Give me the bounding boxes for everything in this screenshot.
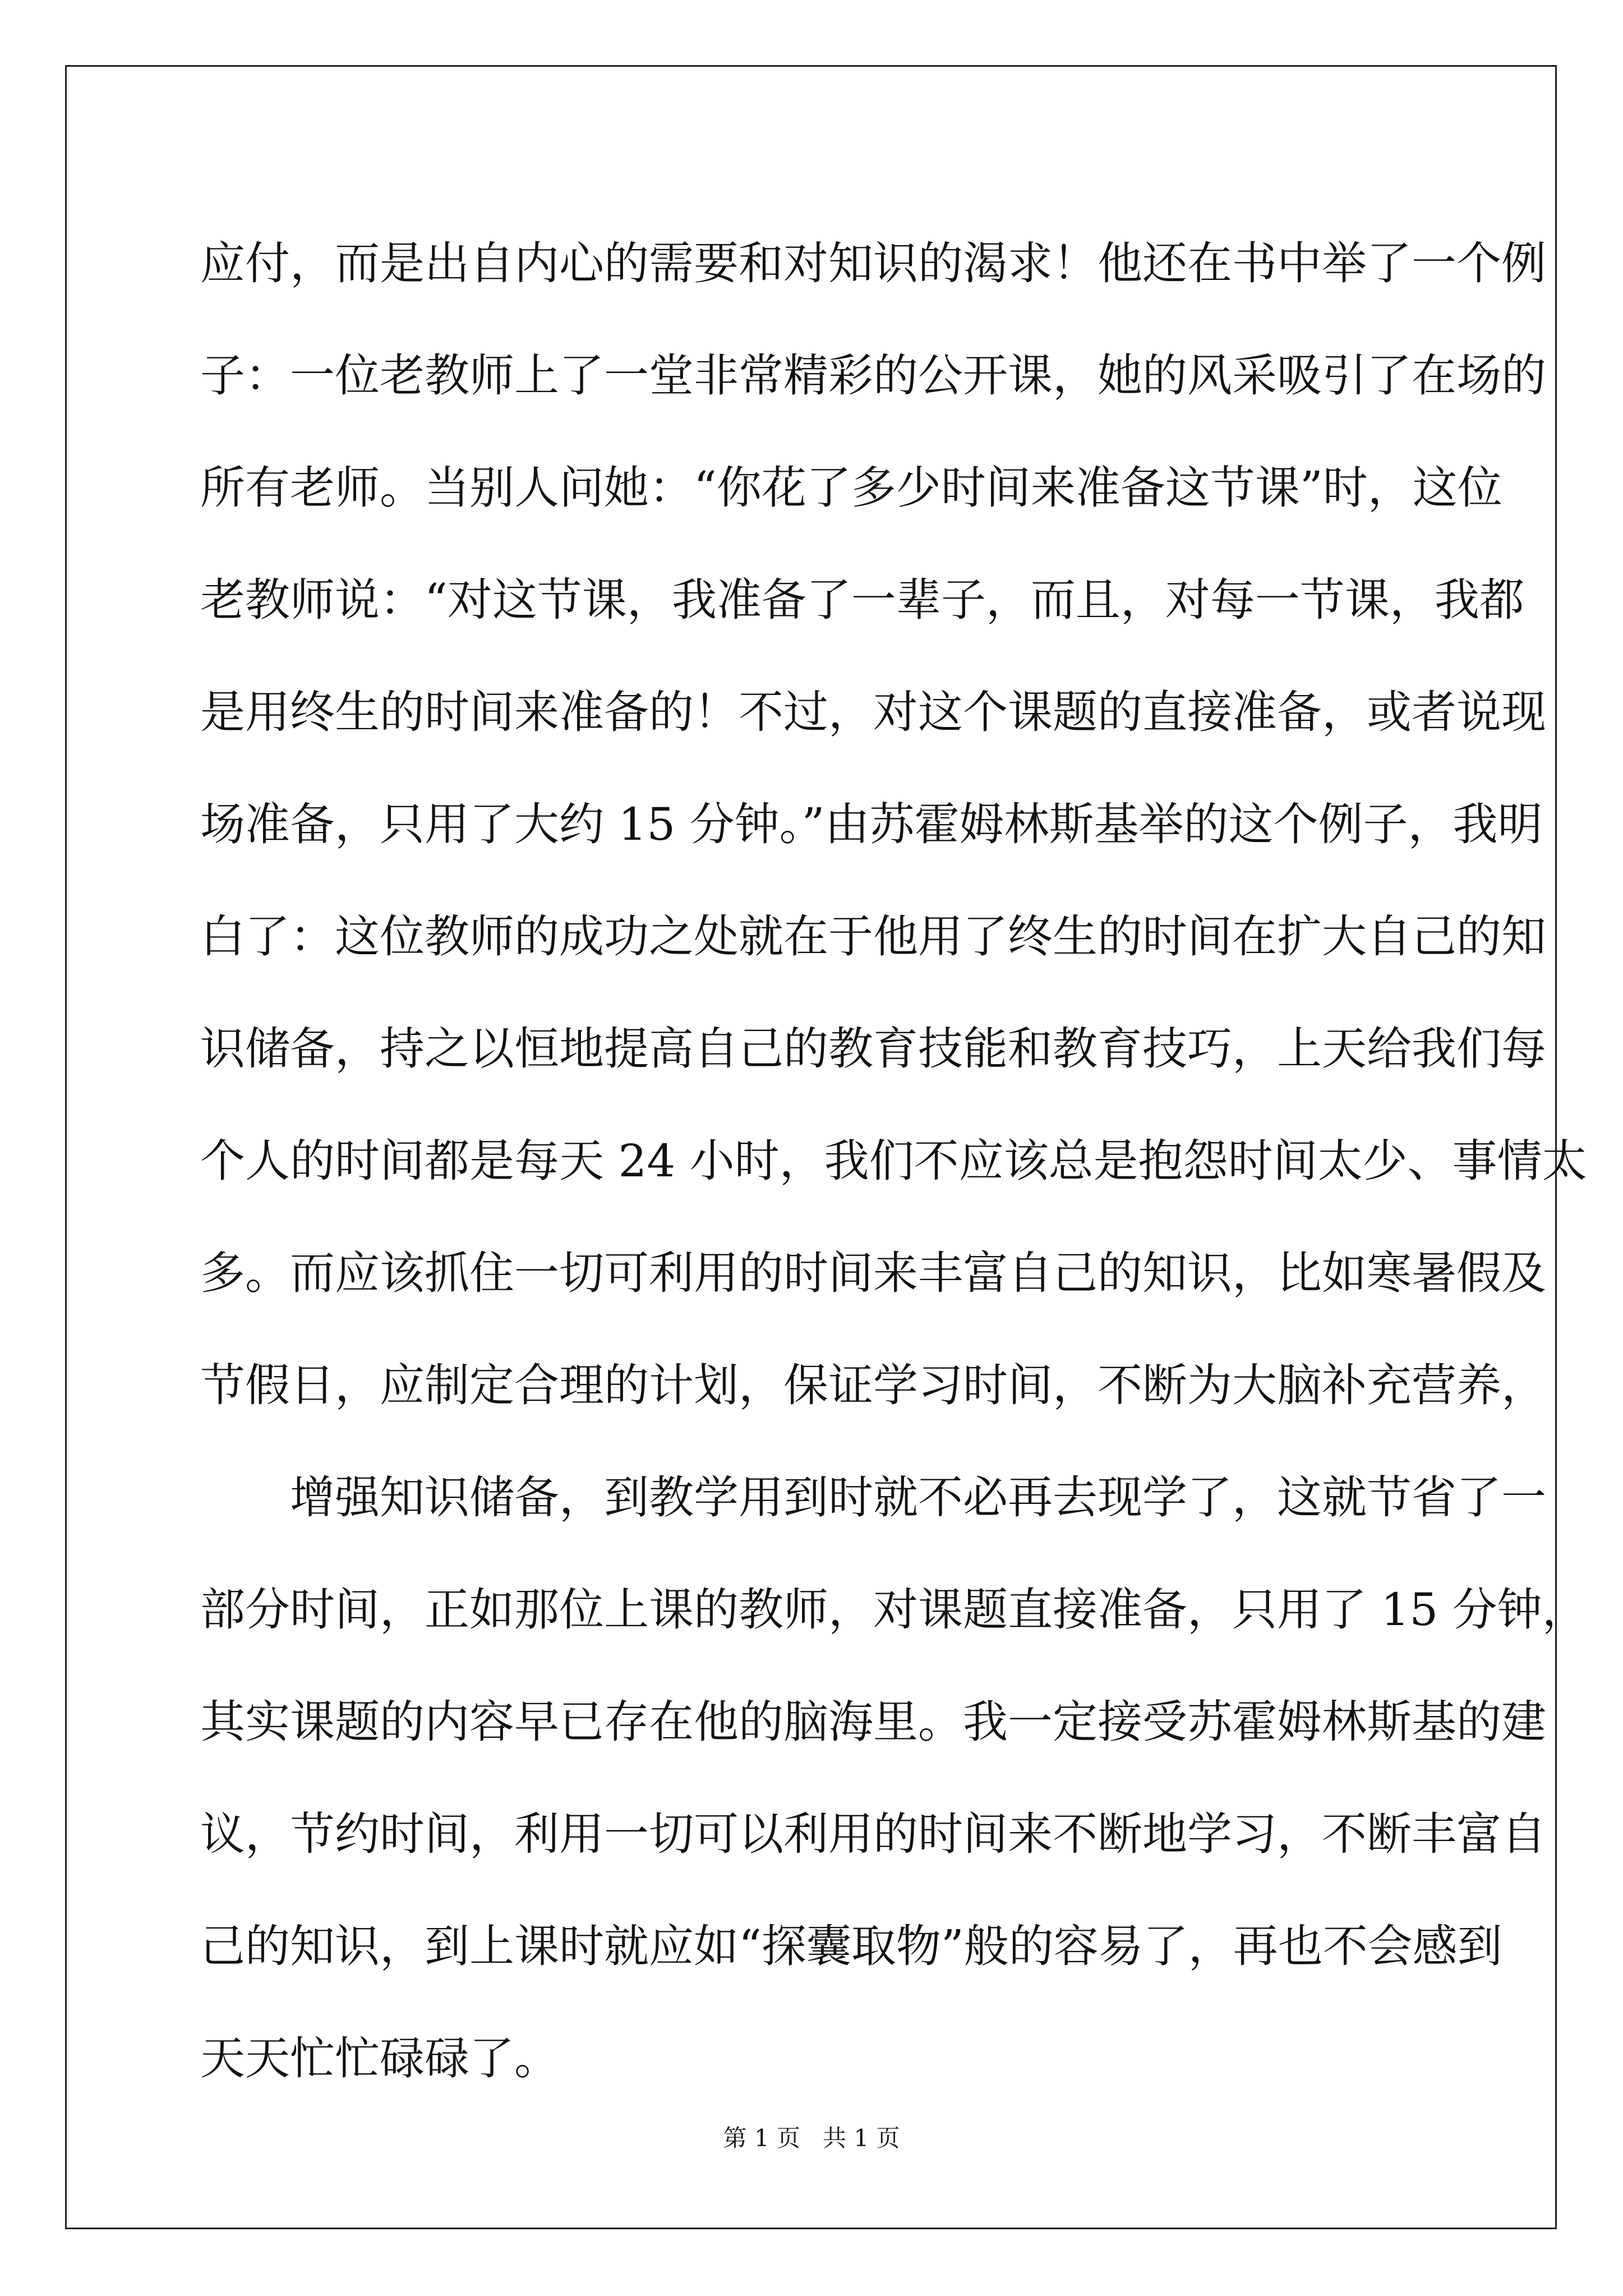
text-line: 己的知识，到上课时就应如“探囊取物”般的容易了，再也不会感到 bbox=[200, 1920, 1502, 1972]
text-line: 其实课题的内容早已存在他的脑海里。我一定接受苏霍姆林斯基的建 bbox=[200, 1696, 1546, 1748]
text-line: 天天忙忙碌碌了。 bbox=[200, 2032, 559, 2085]
text-line: 部分时间，正如那位上课的教师，对课题直接准备，只用了 15 分钟， bbox=[200, 1584, 1587, 1636]
text-line: 老教师说：“对这节课，我准备了一辈子，而且，对每一节课，我都 bbox=[200, 574, 1524, 626]
text-line: 个人的时间都是每天 24 小时，我们不应该总是抱怨时间太少、事情太 bbox=[200, 1135, 1587, 1187]
paragraph-first-line: 增强知识储备，到教学用到时就不必再去现学了，这就节省了一 bbox=[290, 1471, 1546, 1524]
text-line: 应付，而是出自内心的需要和对知识的渴求！他还在书中举了一个例 bbox=[200, 237, 1546, 289]
text-line: 是用终生的时间来准备的！不过，对这个课题的直接准备，或者说现 bbox=[200, 686, 1546, 738]
text-line: 所有老师。当别人问她：“你花了多少时间来准备这节课”时，这位 bbox=[200, 462, 1502, 514]
text-line: 白了：这位教师的成功之处就在于他用了终生的时间在扩大自己的知 bbox=[200, 910, 1546, 963]
text-line: 识储备，持之以恒地提高自己的教育技能和教育技巧，上天给我们每 bbox=[200, 1023, 1546, 1075]
text-line: 场准备，只用了大约 15 分钟。”由苏霍姆林斯基举的这个例子，我明 bbox=[200, 798, 1543, 850]
text-line: 子：一位老教师上了一堂非常精彩的公开课，她的风采吸引了在场的 bbox=[200, 349, 1546, 402]
page-number: 第 1 页 共 1 页 bbox=[723, 2124, 900, 2152]
text-line: 议，节约时间，利用一切可以利用的时间来不断地学习，不断丰富自 bbox=[200, 1808, 1546, 1860]
text-line: 节假日，应制定合理的计划，保证学习时间，不断为大脑补充营养， bbox=[200, 1359, 1546, 1411]
text-line: 多。而应该抓住一切可利用的时间来丰富自己的知识，比如寒暑假及 bbox=[200, 1247, 1546, 1299]
